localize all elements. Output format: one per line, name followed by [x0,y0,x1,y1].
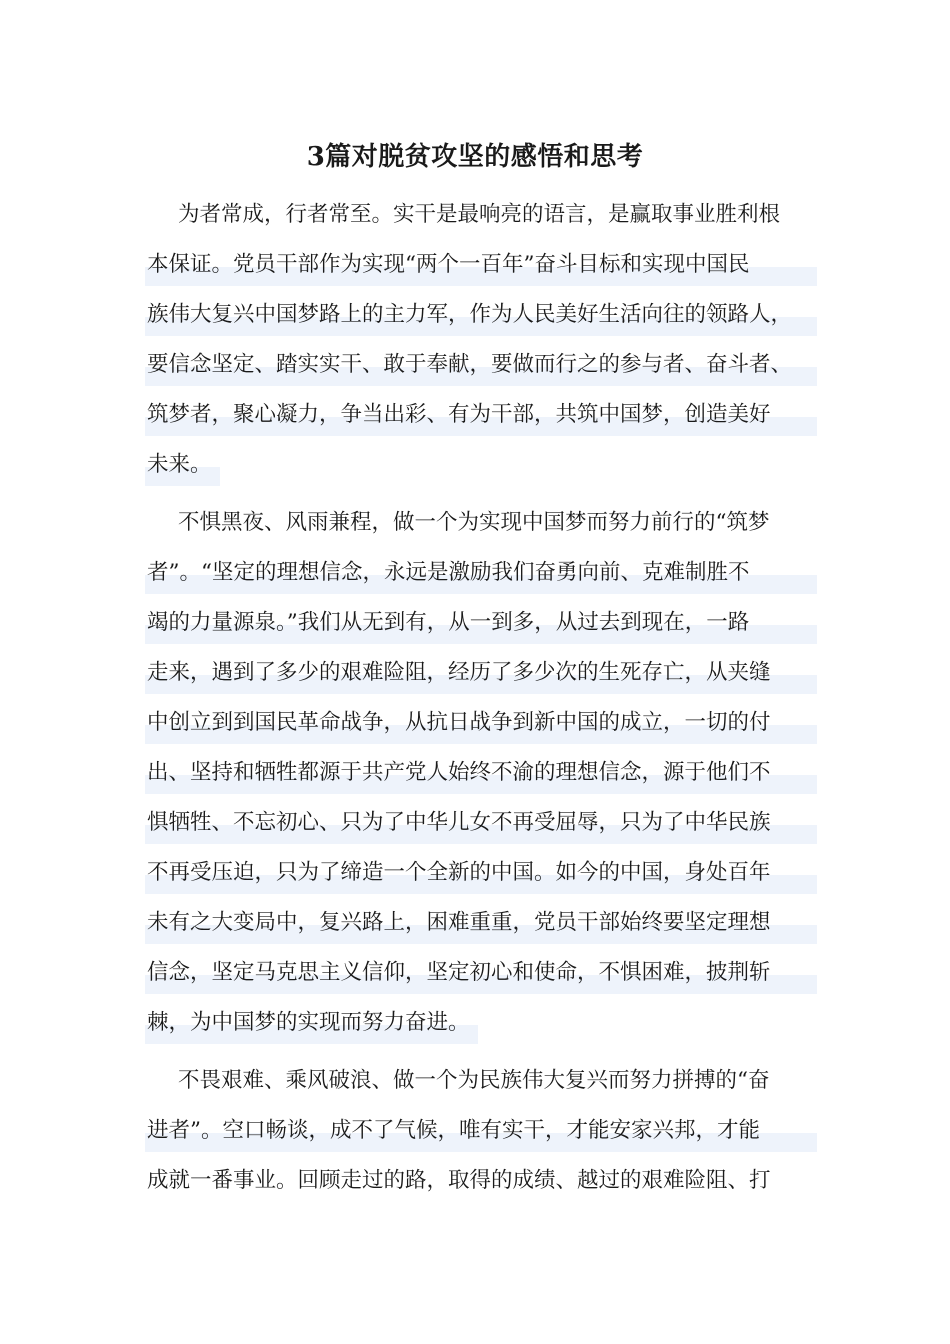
paragraph-line: 本保证。党员干部作为实现“两个一百年”奋斗目标和实现中国民 [145,240,817,290]
paragraph-line: 中创立到到国民革命战争，从抗日战争到新中国的成立，一切的付 [145,698,817,748]
paragraph-line: 要信念坚定、踏实实干、敢于奉献，要做而行之的参与者、奋斗者、 [145,340,817,390]
paragraph-2 [145,498,817,1052]
paragraph-line: 竭的力量源泉。”我们从无到有，从一到多，从过去到现在，一路 [145,598,817,648]
paragraph-line: 者”。“坚定的理想信念，永远是激励我们奋勇向前、克难制胜不 [145,548,817,598]
paragraph-line: 不再受压迫，只为了缔造一个全新的中国。如今的中国，身处百年 [145,848,817,898]
paragraph-line: 不畏艰难、乘风破浪、做一个为民族伟大复兴而努力拼搏的“奋 [178,1068,770,1093]
paragraph-3 [145,1056,817,1206]
paragraph-line: 未有之大变局中，复兴路上，困难重重，党员干部始终要坚定理想 [145,898,817,948]
paragraph-line: 成就一番事业。回顾走过的路，取得的成绩、越过的艰难险阻、打 [147,1168,771,1193]
paragraph-1 [145,190,817,494]
paragraph-line: 族伟大复兴中国梦路上的主力军，作为人民美好生活向往的领路人， [145,290,817,340]
paragraph-line: 不惧黑夜、风雨兼程，做一个为实现中国梦而努力前行的“筑梦 [178,510,770,535]
paragraph-line: 筑梦者，聚心凝力，争当出彩、有为干部，共筑中国梦，创造美好 [145,390,817,440]
paragraph-line: 惧牺牲、不忘初心、只为了中华儿女不再受屈辱，只为了中华民族 [145,798,817,848]
paragraph-line: 未来。 [145,440,220,490]
paragraph-line: 为者常成，行者常至。实干是最响亮的语言，是赢取事业胜利根 [178,202,781,227]
paragraph-line: 出、坚持和牺牲都源于共产党人始终不渝的理想信念，源于他们不 [145,748,817,798]
document-title: 3篇对脱贫攻坚的感悟和思考 [306,142,644,172]
paragraph-line: 走来，遇到了多少的艰难险阻，经历了多少次的生死存亡，从夹缝 [145,648,817,698]
paragraph-line: 信念，坚定马克思主义信仰，坚定初心和使命，不惧困难，披荆斩 [145,948,817,998]
paragraph-line: 棘，为中国梦的实现而努力奋进。 [145,998,478,1048]
paragraph-line: 进者”。空口畅谈，成不了气候，唯有实干，才能安家兴邦，才能 [145,1106,817,1156]
